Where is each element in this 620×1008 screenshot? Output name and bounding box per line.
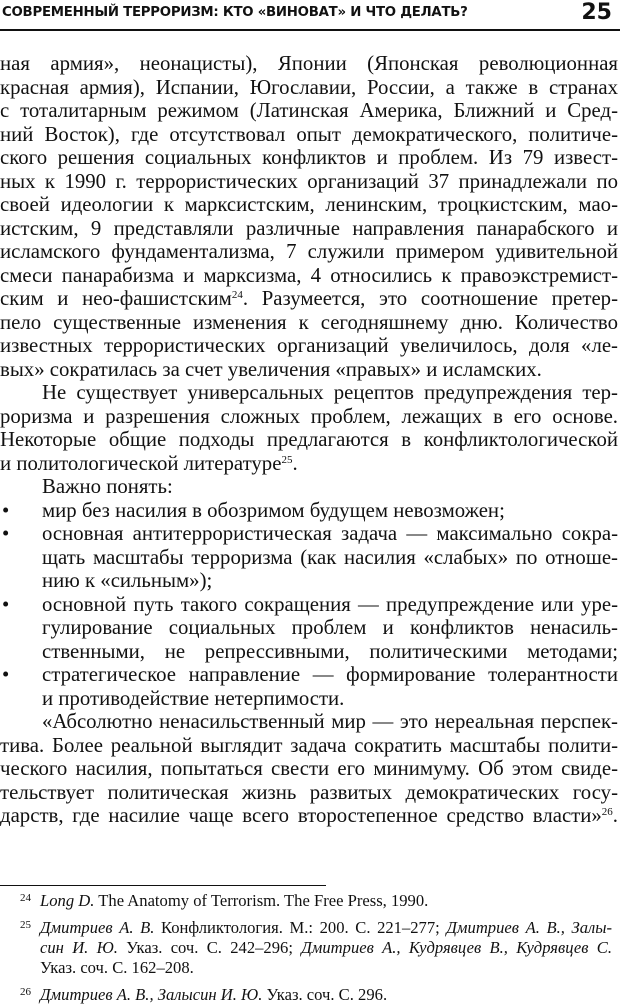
text-run: The Anatomy of Terrorism. The Free Press, 1990.	[94, 891, 429, 910]
text-line: известных террористических организаций увеличилось, доля «ле-	[0, 334, 618, 357]
text-line: ных к 1990 г. террористических организаций 37 принадлежали по	[0, 169, 618, 193]
text-line	[0, 287, 618, 311]
text-line: гулирование социальных проблем и конфликтов ненасиль-	[42, 616, 618, 639]
footnote-number: 25	[20, 919, 31, 931]
text-line: и противодействие нетерпимости.	[42, 686, 345, 710]
text-run: Дмитриев А. В.	[40, 918, 155, 937]
text-line: пело существенные изменения к сегодняшнему дню. Количество	[0, 310, 618, 334]
bullet-list	[0, 499, 618, 711]
text-line	[0, 593, 618, 617]
text-line: истским, 9 представляли различные направления панарабского и	[0, 216, 618, 240]
footnote-25	[0, 918, 612, 978]
footnote-26	[0, 985, 612, 1005]
footnote-number: 26	[20, 986, 31, 998]
text-line	[0, 452, 618, 476]
text-line: тива. Более реальной выглядит задача сократить масштабы полити-	[0, 733, 618, 757]
text-line: смеси панарабизма и марксизма, 4 относились к правоэкстремист-	[0, 263, 618, 287]
paragraph-1	[0, 52, 618, 381]
footnote-line	[40, 938, 612, 958]
text-run: .	[292, 451, 298, 475]
text-line	[0, 499, 618, 523]
footnote-24	[0, 891, 612, 911]
text-line: ний Восток), где отсутствовал опыт демократического, политиче-	[0, 122, 618, 146]
footnote-line	[40, 918, 612, 938]
text-run: Дмитриев А., Кудрявцев В., Кудрявцев С.	[301, 938, 612, 957]
text-line: исламского фундаментализма, 7 служили примером удивительной	[0, 240, 618, 263]
footnote-line	[40, 958, 612, 978]
footnote-ref-26: 26	[601, 806, 613, 818]
bullet-icon: •	[2, 522, 10, 545]
text-line: ческого насилия, попытаться свести его минимуму. Об этом свиде-	[0, 757, 618, 780]
text-run: Long D.	[40, 891, 95, 910]
list-item	[0, 663, 618, 710]
bullet-icon: •	[2, 663, 10, 686]
text-run: . Разумеется, это соотношение претер-	[242, 287, 618, 310]
list-intro: Важно понять:	[42, 475, 173, 498]
list-item	[0, 593, 618, 664]
text-line: щать масштабы терроризма (как насилия «слабых» по отноше-	[42, 545, 618, 569]
page-number: 25	[581, 0, 612, 25]
footnote-number: 24	[20, 892, 31, 904]
paragraph-4	[0, 710, 618, 828]
text-run: стратегическое направление — формирование толерантности	[42, 663, 618, 686]
text-run: основной путь такого сокращения — предупреждение или уре-	[42, 592, 618, 616]
text-run: Дмитриев А. В., Залысин И. Ю.	[40, 985, 263, 1004]
text-line: вых» сократилась за счет увеличения «правых» и исламских.	[0, 357, 542, 381]
text-line: ная армия», неонацисты), Японии (Японская революционная	[0, 52, 618, 75]
text-run: и политологической литературе	[0, 451, 282, 475]
footnote-ref-25: 25	[281, 453, 293, 466]
text-line: Не существует универсальных рецептов предупреждения тер-	[42, 381, 618, 404]
list-item	[0, 499, 618, 523]
bullet-icon: •	[2, 592, 10, 616]
text-run: син И. Ю.	[40, 938, 118, 957]
text-line: Некоторые общие подходы предлагаются в конфликтологической	[0, 428, 618, 451]
text-line: с тоталитарным режимом (Латинская Америка, Ближний и Сред-	[0, 99, 618, 122]
paragraph-2	[0, 381, 618, 475]
footnote-ref-24: 24	[231, 289, 243, 301]
text-run: Конфликтология. М.: 200. С. 221–277;	[154, 918, 447, 937]
footnote-rule	[0, 885, 326, 886]
text-line: тельствует политическая жизнь развитых демократических госу-	[0, 780, 618, 804]
text-run: Указ. соч. С. 242–296;	[117, 938, 302, 957]
text-line: ственными, не репрессивными, политическими методами;	[42, 639, 618, 663]
footnote-line	[40, 985, 612, 1005]
text-run: основная антитеррористическая задача — максимально сокра-	[42, 522, 618, 545]
text-run: Указ. соч. С. 296.	[262, 985, 388, 1004]
text-run: дарств, где насилие чаще всего второстепенное средство власти»	[0, 804, 602, 827]
text-line: ского решения социальных конфликтов и проблем. Из 79 извест-	[0, 146, 618, 169]
body-text	[0, 52, 618, 828]
text-run: Указ. соч. С. 162–208.	[40, 958, 194, 977]
text-line	[0, 522, 618, 546]
text-run: Дмитриев А. В., Залы-	[446, 918, 613, 937]
running-title: СОВРЕМЕННЫЙ ТЕРРОРИЗМ: КТО «ВИНОВАТ» И ЧТО ДЕЛАТЬ?	[2, 5, 468, 20]
text-run: ским и нео-фашистским	[0, 287, 232, 310]
header-rule	[0, 29, 620, 31]
text-line	[0, 663, 618, 687]
text-line: своей идеологии к марксистским, ленинским, троцкистским, мао-	[0, 193, 618, 216]
page-header	[0, 0, 620, 30]
text-run: мир без насилия в обозримом будущем невозможен;	[42, 498, 505, 522]
text-run: .	[612, 804, 618, 827]
bullet-icon: •	[2, 498, 10, 522]
text-line: «Абсолютно ненасильственный мир — это нереальная перспек-	[42, 710, 618, 733]
text-line: нию к «сильным»);	[42, 569, 213, 592]
text-line: красная армия), Испании, Югославии, России, а также в странах	[0, 75, 618, 99]
text-line: роризма и разрешения сложных проблем, лежащих в его основе.	[0, 404, 618, 428]
text-line	[0, 804, 618, 828]
list-item	[0, 522, 618, 593]
footnotes	[0, 891, 612, 1005]
footnote-line	[40, 891, 612, 911]
